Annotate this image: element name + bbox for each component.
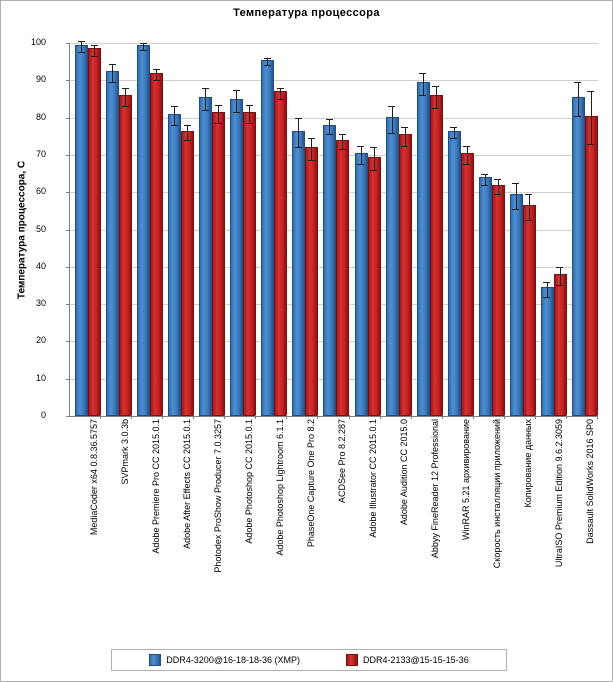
error-bar-cap: [525, 194, 532, 195]
x-tick-mark: [473, 415, 474, 419]
error-bar-cap: [339, 134, 346, 135]
bar-series-1: [212, 112, 225, 416]
error-bar: [329, 119, 330, 134]
bar-series-0: [448, 131, 461, 416]
bar-series-0: [355, 153, 368, 416]
bar-group: [163, 43, 194, 416]
bar-group: [132, 43, 163, 416]
error-bar-cap: [246, 105, 253, 106]
error-bar-cap: [494, 194, 501, 195]
x-axis-label: Adobe Premiere Pro CC 2015.0.1: [150, 419, 161, 554]
error-bar: [374, 147, 375, 169]
error-bar-cap: [308, 138, 315, 139]
x-tick-mark: [504, 415, 505, 419]
bar-series-0: [292, 131, 305, 416]
bar-series-1: [585, 116, 598, 416]
y-tick-label: 90: [35, 74, 46, 85]
error-bar-cap: [215, 105, 222, 106]
error-bar-cap: [326, 134, 333, 135]
bar-series-1: [243, 112, 256, 416]
error-bar: [311, 138, 312, 160]
error-bar-cap: [295, 118, 302, 119]
x-axis-label: PhaseOne Capture One Pro 8.2: [305, 419, 316, 548]
error-bar: [454, 127, 455, 138]
x-axis-label: UltraISO Premium Edition 9.6.2.3059: [554, 419, 565, 568]
x-tick-mark: [255, 415, 256, 419]
y-tick-mark: [66, 416, 70, 417]
error-bar-cap: [574, 82, 581, 83]
legend-swatch-icon: [149, 654, 161, 666]
bar-group: [505, 43, 536, 416]
error-bar: [112, 64, 113, 83]
bar-series-0: [106, 71, 119, 416]
error-bar: [143, 43, 144, 50]
x-axis-label: Photodex ProShow Producer 7.0.3257: [212, 419, 223, 573]
error-bar: [236, 90, 237, 112]
error-bar-cap: [370, 170, 377, 171]
x-axis-label: Dassault SolidWorks 2016 SP0: [585, 419, 596, 544]
error-bar-cap: [463, 146, 470, 147]
error-bar-cap: [543, 297, 550, 298]
error-bar-cap: [122, 88, 129, 89]
bar-series-1: [523, 205, 536, 416]
error-bar-cap: [339, 149, 346, 150]
x-axis-label: Adobe Photoshop CC 2015.0.1: [243, 419, 254, 544]
error-bar-cap: [153, 69, 160, 70]
y-axis-title: Температура процессора, С: [16, 160, 28, 299]
chart-title: Температура процессора: [233, 7, 380, 19]
error-bar-cap: [556, 267, 563, 268]
x-axis-labels: [69, 419, 597, 634]
bar-group: [412, 43, 443, 416]
error-bar-cap: [388, 133, 395, 134]
legend-label-series-1: DDR4-2133@15-15-15-36: [363, 655, 469, 665]
y-tick-label: 70: [35, 148, 46, 159]
error-bar: [187, 125, 188, 140]
error-bar: [174, 106, 175, 125]
bar-group: [381, 43, 412, 416]
error-bar: [81, 41, 82, 52]
x-axis-label: Adobe Audition CC 2015.0: [399, 419, 410, 526]
error-bar-cap: [264, 58, 271, 59]
bars-layer: [70, 43, 598, 416]
error-bar: [298, 118, 299, 148]
bar-group: [350, 43, 381, 416]
error-bar-cap: [481, 174, 488, 175]
x-tick-mark: [349, 415, 350, 419]
error-bar-cap: [388, 106, 395, 107]
x-axis-label: Adobe After Effects CC 2015.0.1: [181, 419, 192, 549]
x-tick-mark: [411, 415, 412, 419]
error-bar-cap: [525, 220, 532, 221]
y-tick-label: 30: [35, 298, 46, 309]
x-tick-mark: [442, 415, 443, 419]
x-tick-mark: [380, 415, 381, 419]
legend-swatch-icon: [346, 654, 358, 666]
plot-area: [16, 37, 598, 420]
error-bar: [436, 86, 437, 108]
x-tick-mark: [317, 415, 318, 419]
bar-series-1: [274, 91, 287, 416]
error-bar-cap: [419, 95, 426, 96]
error-bar-cap: [171, 106, 178, 107]
x-axis-label: Adobe Illustrator CC 2015.0.1: [368, 419, 379, 538]
error-bar: [249, 105, 250, 124]
y-tick-label: 60: [35, 186, 46, 197]
bar-series-0: [541, 287, 554, 416]
error-bar: [405, 127, 406, 146]
error-bar-cap: [277, 88, 284, 89]
error-bar: [529, 194, 530, 220]
x-tick-mark: [100, 415, 101, 419]
bar-series-0: [137, 45, 150, 416]
x-tick-mark: [535, 415, 536, 419]
bar-series-0: [230, 99, 243, 416]
bar-group: [225, 43, 256, 416]
legend-item-series-0: [149, 654, 300, 666]
x-axis-label: Adobe Photoshop Lightroom 6.1.1: [274, 419, 285, 556]
error-bar-cap: [556, 285, 563, 286]
error-bar-cap: [512, 209, 519, 210]
error-bar-cap: [153, 80, 160, 81]
error-bar: [94, 45, 95, 56]
bar-series-0: [261, 60, 274, 416]
error-bar: [205, 88, 206, 110]
x-tick-mark: [566, 415, 567, 419]
x-axis-label: Скорость инсталляции приложений: [492, 419, 503, 569]
bar-series-1: [150, 73, 163, 416]
error-bar: [485, 174, 486, 185]
bar-series-1: [492, 185, 505, 416]
error-bar-cap: [78, 41, 85, 42]
error-bar-cap: [91, 56, 98, 57]
error-bar-cap: [233, 112, 240, 113]
error-bar-cap: [277, 99, 284, 100]
error-bar: [218, 105, 219, 124]
x-axis-label: SVPmark 3.0.3b: [119, 419, 130, 485]
bar-series-1: [88, 48, 101, 416]
error-bar: [267, 58, 268, 65]
error-bar-cap: [233, 90, 240, 91]
error-bar: [516, 183, 517, 209]
error-bar-cap: [202, 88, 209, 89]
bar-series-1: [336, 140, 349, 416]
error-bar-cap: [202, 110, 209, 111]
y-tick-label: 50: [35, 223, 46, 234]
legend-label-series-0: DDR4-3200@16-18-18-36 (XMP): [166, 655, 300, 665]
error-bar-cap: [432, 86, 439, 87]
error-bar: [498, 179, 499, 194]
error-bar-cap: [326, 119, 333, 120]
bar-series-1: [368, 157, 381, 416]
error-bar-cap: [91, 45, 98, 46]
error-bar-cap: [122, 106, 129, 107]
error-bar-cap: [401, 146, 408, 147]
error-bar-cap: [419, 73, 426, 74]
y-tick-label: 100: [30, 37, 46, 47]
bar-series-0: [75, 45, 88, 416]
error-bar-cap: [432, 108, 439, 109]
bar-series-1: [399, 134, 412, 416]
x-axis-label: WinRAR 5.21 архивирование: [461, 419, 472, 540]
x-axis-label: MediaCoder x64 0.8.36.5757: [88, 419, 99, 536]
bar-series-0: [572, 97, 585, 416]
error-bar: [280, 88, 281, 99]
error-bar-cap: [246, 123, 253, 124]
bar-series-0: [417, 82, 430, 416]
y-tick-label: 40: [35, 260, 46, 271]
error-bar-cap: [543, 282, 550, 283]
error-bar: [547, 282, 548, 297]
error-bar: [156, 69, 157, 80]
bar-series-0: [479, 177, 492, 416]
error-bar-cap: [78, 52, 85, 53]
x-tick-mark: [286, 415, 287, 419]
chart-legend: [111, 649, 507, 671]
error-bar-cap: [184, 125, 191, 126]
x-axis-label: Копирование данных: [523, 419, 534, 508]
y-tick-label: 80: [35, 111, 46, 122]
bar-group: [443, 43, 474, 416]
error-bar: [125, 88, 126, 107]
error-bar: [361, 146, 362, 165]
x-tick-mark: [224, 415, 225, 419]
error-bar-cap: [140, 50, 147, 51]
bar-group: [567, 43, 598, 416]
bar-group: [101, 43, 132, 416]
error-bar-cap: [109, 82, 116, 83]
error-bar-cap: [370, 147, 377, 148]
error-bar-cap: [357, 164, 364, 165]
error-bar-cap: [481, 185, 488, 186]
error-bar: [591, 91, 592, 143]
error-bar: [392, 106, 393, 132]
bar-series-1: [554, 274, 567, 416]
bar-series-0: [199, 97, 212, 416]
legend-item-series-1: [346, 654, 469, 666]
x-tick-mark: [193, 415, 194, 419]
x-tick-mark: [131, 415, 132, 419]
error-bar-cap: [215, 123, 222, 124]
bar-group: [474, 43, 505, 416]
bar-series-1: [461, 153, 474, 416]
error-bar-cap: [171, 125, 178, 126]
error-bar-cap: [450, 138, 457, 139]
error-bar-cap: [308, 160, 315, 161]
bar-series-0: [168, 114, 181, 416]
error-bar-cap: [587, 91, 594, 92]
error-bar-cap: [264, 65, 271, 66]
error-bar-cap: [587, 144, 594, 145]
error-bar-cap: [357, 146, 364, 147]
x-axis-label: Abbyy FineReader 12 Professional: [430, 419, 441, 559]
y-tick-label: 10: [35, 372, 46, 383]
x-tick-mark: [162, 415, 163, 419]
bar-group: [256, 43, 287, 416]
bar-series-1: [119, 95, 132, 416]
error-bar: [578, 82, 579, 116]
x-tick-mark: [597, 415, 598, 419]
bar-series-0: [386, 117, 399, 416]
error-bar-cap: [401, 127, 408, 128]
error-bar-cap: [184, 140, 191, 141]
error-bar-cap: [494, 179, 501, 180]
error-bar-cap: [295, 147, 302, 148]
bar-series-1: [305, 147, 318, 416]
error-bar-cap: [140, 43, 147, 44]
error-bar: [342, 134, 343, 149]
y-tick-label: 0: [40, 410, 46, 420]
error-bar-cap: [109, 64, 116, 65]
bar-group: [194, 43, 225, 416]
error-bar-cap: [574, 116, 581, 117]
bar-series-1: [430, 95, 443, 416]
error-bar-cap: [450, 127, 457, 128]
error-bar: [467, 146, 468, 165]
error-bar-cap: [512, 183, 519, 184]
bar-group: [318, 43, 349, 416]
bar-group: [70, 43, 101, 416]
error-bar: [560, 267, 561, 286]
bar-group: [287, 43, 318, 416]
error-bar-cap: [463, 164, 470, 165]
bar-series-0: [510, 194, 523, 416]
bar-series-1: [181, 131, 194, 416]
bar-group: [536, 43, 567, 416]
y-tick-label: 20: [35, 335, 46, 346]
error-bar: [423, 73, 424, 95]
x-axis-label: ACDSee Pro 8.2.287: [337, 419, 347, 504]
bar-series-0: [323, 125, 336, 416]
